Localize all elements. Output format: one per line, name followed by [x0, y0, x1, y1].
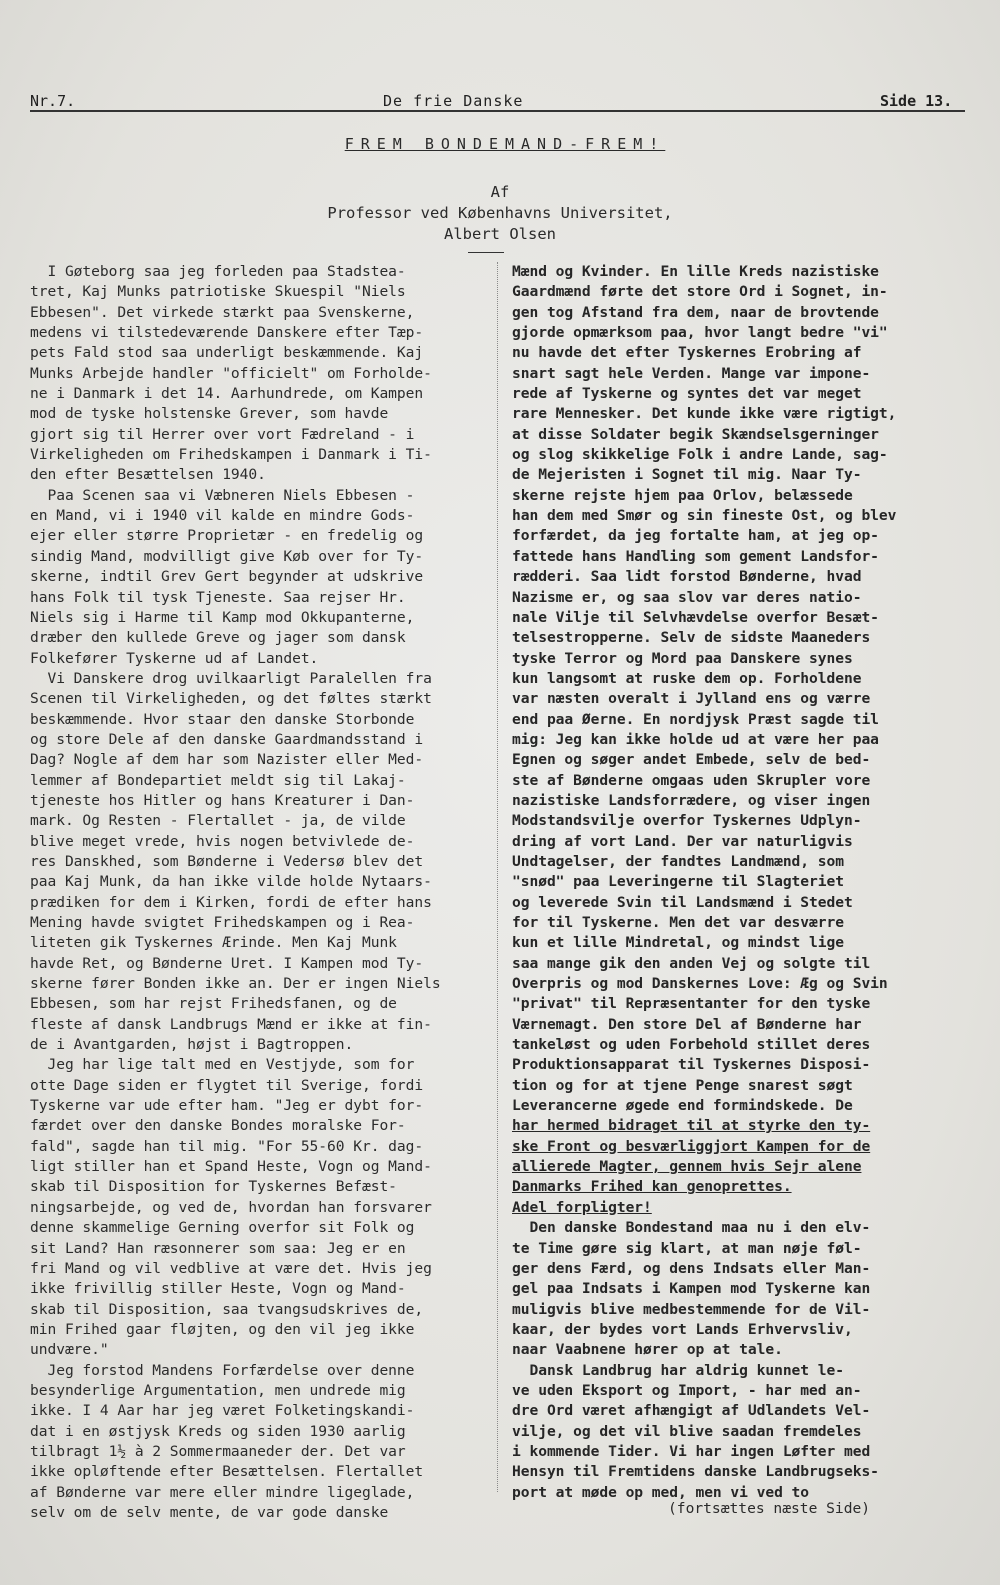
- text-line: "privat" til Repræsentanter for den tyske: [512, 995, 871, 1013]
- text-line: Overpris og mod Danskernes Love: Æg og Svin: [512, 975, 888, 993]
- text-line: de i Avantgarden, højst i Bagtroppen.: [30, 1036, 354, 1054]
- text-line: den efter Besættelsen 1940.: [30, 466, 266, 484]
- text-line: Dansk Landbrug har aldrig kunnet le-: [512, 1361, 844, 1379]
- text-line: Dag? Nogle af dem har som Nazister eller Med-: [30, 751, 424, 769]
- text-line: skerne, indtil Grev Gert begynder at udskrive: [30, 568, 424, 586]
- text-line: ejer eller større Proprietær - en fredelig og: [30, 527, 424, 545]
- text-line: selv om de selv mente, de var gode danske: [30, 1503, 389, 1521]
- text-line: og leverede Svin til Landsmænd i Stedet: [512, 893, 853, 911]
- text-line: kaar, der bydes vort Lands Erhvervsliv,: [512, 1320, 853, 1338]
- text-line: res Danskhed, som Bønderne i Vedersø blev det: [30, 852, 424, 870]
- text-line: Niels sig i Harme til Kamp mod Okkupanterne,: [30, 608, 415, 626]
- text-line: Mening havde svigtet Frihedskampen og i Rea-: [30, 914, 415, 931]
- text-line: sit Land? Han ræsonnerer som saa: Jeg er en: [30, 1239, 406, 1257]
- text-line: mig: Jeg kan ikke holde ud at være her paa: [512, 730, 879, 748]
- text-line: Undtagelser, der fandtes Landmænd, som: [512, 852, 844, 870]
- text-line: havde Ret, og Bønderne Uret. I Kampen mod Ty-: [30, 954, 424, 972]
- text-line: i kommende Tider. Vi har ingen Løfter med: [512, 1442, 871, 1460]
- text-line: ikke. I 4 Aar har jeg været Folketingskandi-: [30, 1402, 415, 1420]
- newspaper-name: De frie Danske: [383, 92, 524, 110]
- text-line: har hermed bidraget til at styrke den ty-: [512, 1117, 871, 1135]
- issue-number: Nr.7.: [30, 92, 76, 110]
- text-line: tjeneste hos Hitler og hans Kreaturer i Dan-: [30, 791, 415, 809]
- text-line: lemmer af Bondepartiet meldt sig til Lakaj-: [30, 771, 406, 789]
- text-line: Værnemagt. Den store Del af Bønderne har: [512, 1015, 862, 1033]
- text-line: prædiken for dem i Kirken, fordi de efter hans: [30, 893, 432, 911]
- text-line: Leverancerne øgede end formindskede. De: [512, 1097, 853, 1115]
- text-line: te Time gøre sig klart, at man nøje føl-: [512, 1239, 862, 1257]
- byline-affiliation: Professor ved Københavns Universitet,: [327, 204, 673, 222]
- byline-prefix: Af: [490, 183, 510, 201]
- text-line: Egnen og søger andet Embede, selv de bed-: [512, 751, 871, 769]
- text-line: fattede hans Handling som gement Landsfor-: [512, 547, 879, 565]
- text-line: en Mand, vi i 1940 vil kalde en mindre Gods-: [30, 507, 415, 525]
- text-line: denne skammelige Gerning overfor sit Folk og: [30, 1219, 415, 1237]
- text-line: ligt stiller han et Spand Heste, Vogn og Mand-: [30, 1158, 432, 1176]
- text-line: Paa Scenen saa vi Væbneren Niels Ebbesen -: [30, 486, 415, 504]
- text-line: ningsarbejde, og ved de, hvordan han forsvarer: [30, 1198, 432, 1216]
- text-line: tyske Terror og Mord paa Danskere synes: [512, 649, 853, 667]
- text-line: fleste af dansk Landbrugs Mænd er ikke at fin-: [30, 1015, 432, 1033]
- text-line: skab til Disposition for Tyskernes Befæst-: [30, 1178, 397, 1196]
- text-line: han dem med Smør og sin fineste Ost, og blev: [512, 507, 897, 525]
- header-rule: [30, 110, 965, 112]
- text-line: tret, Kaj Munks patriotiske Skuespil "Niels: [30, 283, 406, 301]
- text-line: ikke frivillig stiller Heste, Vogn og Mand-: [30, 1280, 406, 1298]
- text-line: fald", sagde han til mig. "For 55-60 Kr. dag-: [30, 1137, 424, 1155]
- text-line: Nazisme er, og saa slov var deres natio-: [512, 588, 862, 606]
- text-line: tilbragt 1½ à 2 Sommermaaneder der. Det var: [30, 1442, 406, 1460]
- text-line: ne i Danmark i det 14. Aarhundrede, om Kampen: [30, 385, 424, 403]
- text-line: dring af vort Land. Der var naturligvis: [512, 832, 853, 850]
- text-line: rædderi. Saa lidt forstod Bønderne, hvad: [512, 568, 862, 586]
- article-right-column: [512, 262, 967, 1503]
- text-line: Modstandsvilje overfor Tyskernes Udplyn-: [512, 812, 862, 830]
- text-line: naar Vaabnene hører op at tale.: [512, 1341, 783, 1359]
- article-title: FREM BONDEMAND-FREM!: [344, 135, 666, 153]
- text-line: muligvis blive medbestemmende for de Vil-: [512, 1300, 871, 1318]
- text-line: saa mange gik den anden Vej og solgte til: [512, 954, 871, 972]
- text-line: Produktionsapparat til Tyskernes Disposi-: [512, 1056, 871, 1074]
- text-line: otte Dage siden er flygtet til Sverige, fordi: [30, 1076, 424, 1094]
- text-line: Danmarks Frihed kan genoprettes.: [512, 1178, 792, 1196]
- text-line: fri Mand og vil vedblive at være det. Hvis jeg: [30, 1259, 432, 1277]
- text-line: besynderlige Argumentation, men undrede mig: [30, 1381, 406, 1399]
- text-line: beskæmmende. Hvor staar den danske Storbonde: [30, 710, 415, 728]
- text-line: dat i en østjysk Kreds og siden 1930 aarlig: [30, 1422, 406, 1440]
- text-line: Virkeligheden om Frihedskampen i Danmark i Ti-: [30, 446, 432, 464]
- text-line: Ebbesen". Det virkede stærkt paa Svenskerne,: [30, 303, 415, 321]
- text-line: medens vi tilstedeværende Danskere efter Tæp-: [30, 324, 424, 342]
- text-line: at disse Soldater begik Skændselsgerninger: [512, 425, 879, 443]
- text-line: ikke opløftende efter Besættelsen. Flertallet: [30, 1463, 424, 1481]
- text-line: Adel forpligter!: [512, 1198, 652, 1216]
- column-separator: [497, 262, 499, 1492]
- page-number: Side 13.: [880, 92, 953, 110]
- text-line: sindig Mand, modvilligt give Køb over for Ty-: [30, 547, 424, 565]
- continued-note: (fortsættes næste Side): [668, 1500, 871, 1517]
- text-line: mod de tyske holstenske Grever, som havde: [30, 405, 389, 423]
- byline-author: Albert Olsen: [444, 225, 556, 243]
- text-line: Jeg har lige talt med en Vestjyde, som for: [30, 1056, 415, 1074]
- text-line: var næsten overalt i Jylland ens og værre: [512, 690, 871, 708]
- text-line: min Frihed gaar fløjten, og den vil jeg ikke: [30, 1320, 415, 1338]
- text-line: og store Dele af den danske Gaardmandsstand i: [30, 730, 424, 748]
- text-line: paa Kaj Munk, da han ikke vilde holde Nytaars-: [30, 873, 432, 891]
- text-line: nale Vilje til Selvhævdelse overfor Besæt-: [512, 608, 879, 626]
- text-line: dre Ord været afhængigt af Udlandets Vel-: [512, 1402, 871, 1420]
- text-line: kun et lille Mindretal, og mindst lige: [512, 934, 844, 952]
- text-line: Tyskerne var ude efter ham. "Jeg er dybt for-: [30, 1097, 424, 1115]
- text-line: ve uden Eksport og Import, - har med an-: [512, 1381, 862, 1399]
- text-line: gen tog Afstand fra dem, naar de brovtende: [512, 303, 879, 321]
- text-line: liteten gik Tyskernes Ærinde. Men Kaj Munk: [30, 934, 397, 952]
- text-line: Munks Arbejde handler "officielt" om Forholde-: [30, 364, 432, 382]
- text-line: Vi Danskere drog uvilkaarligt Paralellen fra: [30, 669, 432, 687]
- text-line: Jeg forstod Mandens Forfærdelse over denne: [30, 1361, 415, 1379]
- text-line: ste af Bønderne omgaas uden Skrupler vore: [512, 771, 871, 789]
- text-line: skab til Disposition, saa tvangsudskrives de,: [30, 1300, 424, 1318]
- text-line: nu havde det efter Tyskernes Erobring af: [512, 344, 862, 362]
- text-line: allierede Magter, gennem hvis Sejr alene: [512, 1158, 862, 1176]
- text-line: hans Folk til tysk Tjeneste. Saa rejser Hr.: [30, 588, 406, 606]
- text-line: gel paa Indsats i Kampen mod Tyskerne kan: [512, 1280, 871, 1298]
- text-line: tankeløst og uden Forbehold stillet deres: [512, 1036, 871, 1054]
- text-line: ske Front og besværliggjort Kampen for de: [512, 1137, 871, 1155]
- text-line: undvære.": [30, 1341, 109, 1359]
- text-line: Scenen til Virkeligheden, og det føltes stærkt: [30, 690, 432, 708]
- text-line: port at møde op med, men vi ved to: [512, 1483, 810, 1501]
- byline-rule: [468, 252, 504, 253]
- article-left-column: [30, 262, 496, 1523]
- text-line: ger dens Færd, og dens Indsats eller Man-: [512, 1259, 871, 1277]
- text-line: rare Mennesker. Det kunde ikke være rigtigt,: [512, 405, 897, 423]
- text-line: I Gøteborg saa jeg forleden paa Stadstea-: [30, 263, 406, 280]
- text-line: forfærdet, da jeg fortalte ham, at jeg op-: [512, 527, 879, 545]
- text-line: tion og for at tjene Penge snarest søgt: [512, 1076, 853, 1094]
- text-line: Den danske Bondestand maa nu i den elv-: [512, 1219, 871, 1237]
- text-line: blive meget vrede, hvis nogen betvivlede de-: [30, 832, 415, 850]
- text-line: vilje, og det vil blive saadan fremdeles: [512, 1422, 862, 1440]
- text-line: rede af Tyskerne og syntes det var meget: [512, 385, 862, 403]
- text-line: nazistiske Landsforrædere, og viser ingen: [512, 791, 871, 809]
- text-line: Ebbesen, som har rejst Frihedsfanen, og de: [30, 995, 397, 1013]
- text-line: Mænd og Kvinder. En lille Kreds nazistiske: [512, 263, 879, 280]
- text-line: skerne rejste hjem paa Orlov, belæssede: [512, 486, 853, 504]
- text-line: "snød" paa Leveringerne til Slagteriet: [512, 873, 844, 891]
- text-line: Folkefører Tyskerne ud af Landet.: [30, 649, 319, 667]
- text-line: kun langsomt at ruske dem op. Forholdene: [512, 669, 862, 687]
- text-line: pets Fald stod saa underligt beskæmmende. Kaj: [30, 344, 424, 362]
- text-line: og slog skikkelige Folk i andre Lande, sag-: [512, 446, 888, 464]
- text-line: mark. Og Resten - Flertallet - ja, de vilde: [30, 812, 406, 830]
- text-line: end paa Øerne. En nordjysk Præst sagde til: [512, 710, 879, 728]
- text-line: Gaardmænd førte det store Ord i Sognet, in-: [512, 283, 888, 301]
- text-line: Hensyn til Fremtidens danske Landbrugseks-: [512, 1463, 879, 1481]
- text-line: gjorde opmærksom paa, hvor langt bedre "vi": [512, 324, 888, 342]
- text-line: dræber den kullede Greve og jager som dansk: [30, 629, 406, 647]
- text-line: telsestropperne. Selv de sidste Maaneders: [512, 629, 871, 647]
- text-line: færdet over den danske Bondes moralske For-: [30, 1117, 406, 1135]
- text-line: gjort sig til Herrer over vort Fædreland - i: [30, 425, 415, 443]
- text-line: for til Tyskerne. Men det var desværre: [512, 914, 844, 931]
- text-line: snart sagt hele Verden. Mange var impone-: [512, 364, 871, 382]
- text-line: de Mejeristen i Sognet til mig. Naar Ty-: [512, 466, 862, 484]
- text-line: af Bønderne var mere eller mindre ligeglade,: [30, 1483, 415, 1501]
- text-line: skerne fører Bonden ikke an. Der er ingen Niels: [30, 975, 441, 993]
